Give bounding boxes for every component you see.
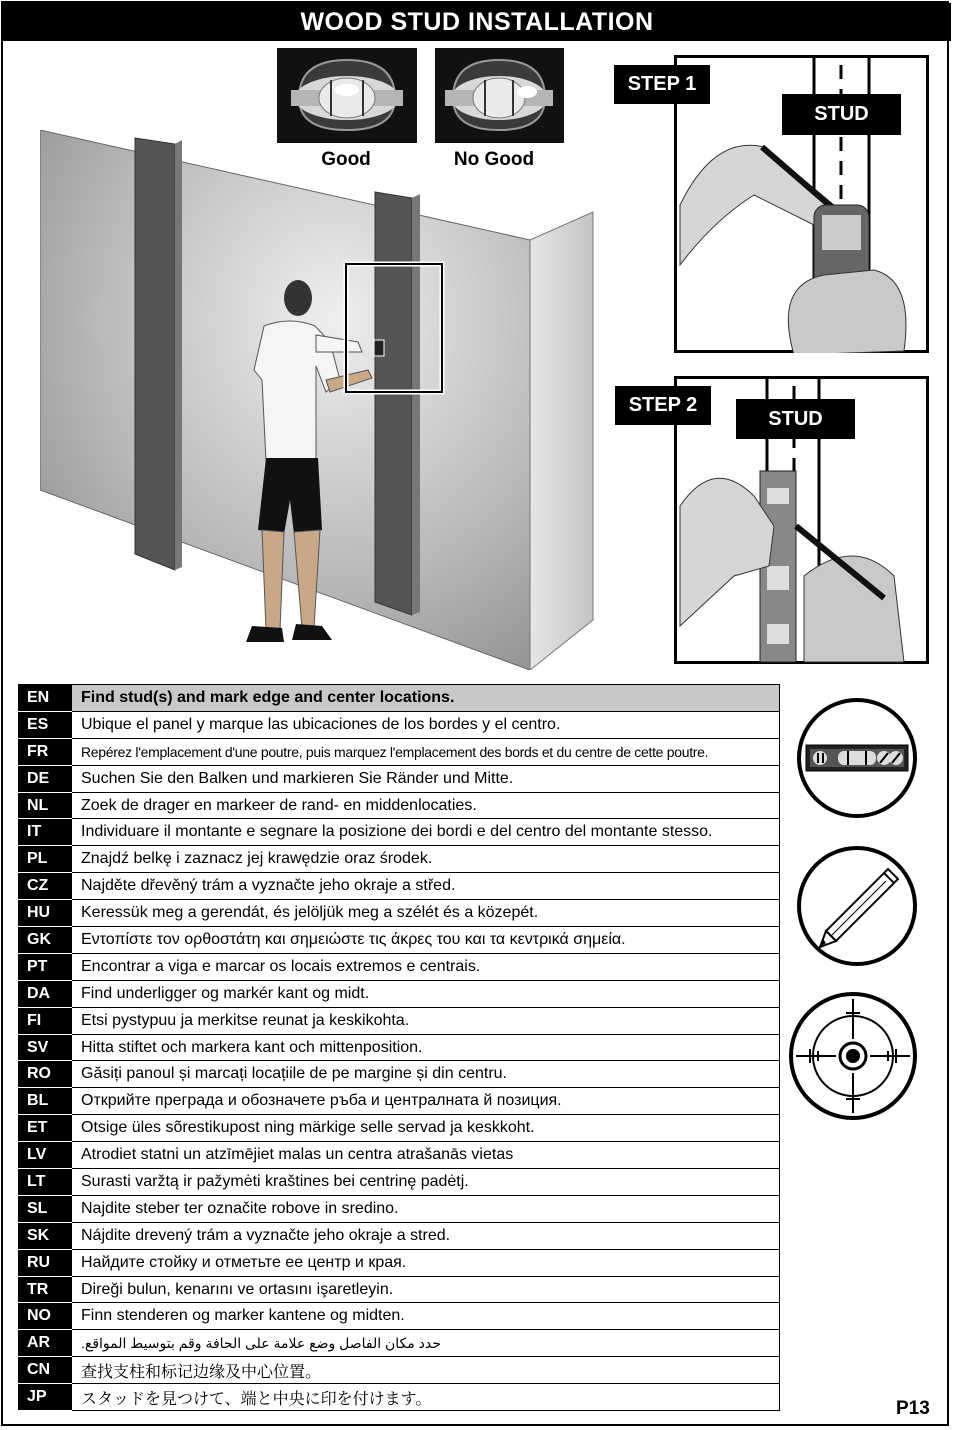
step1-stud-tag: STUD bbox=[782, 94, 901, 135]
table-row: EN Find stud(s) and mark edge and center locations. bbox=[19, 685, 780, 712]
step2-stud-tag: STUD bbox=[736, 399, 855, 439]
crosshair-target-icon bbox=[788, 991, 918, 1121]
table-row: ET Otsige üles sõrestikupost ning märkige selle servad ja keskkoht. bbox=[19, 1115, 780, 1142]
table-row: LV Atrodiet statni un atzīmējiet malas un centra atrašanās vietas bbox=[19, 1142, 780, 1169]
wall-installation-illustration bbox=[40, 130, 600, 670]
table-row: RO Găsiți panoul și marcați locațiile de pe margine și din centru. bbox=[19, 1061, 780, 1088]
level-good-image bbox=[277, 48, 417, 143]
step2-tag: STEP 2 bbox=[615, 386, 711, 425]
table-row: SL Najdite steber ter označite robove in sredino. bbox=[19, 1195, 780, 1222]
table-row: GK Εντοπίστε τον ορθοστάτη και σημειώστε τις άκρες του και τα κεντρικά σημεία. bbox=[19, 927, 780, 954]
table-row: HU Keressük meg a gerendát, és jelöljük meg a szélét és a közepét. bbox=[19, 900, 780, 927]
instruction-table bbox=[18, 684, 780, 1411]
table-row: PT Encontrar a viga e marcar os locais extremos e centrais. bbox=[19, 953, 780, 980]
pencil-icon bbox=[796, 845, 918, 967]
table-row: CZ Najděte dřevěný trám a vyznačte jeho okraje a střed. bbox=[19, 873, 780, 900]
table-row: NO Finn stenderen og marker kantene og midten. bbox=[19, 1303, 780, 1330]
level-good-label: Good bbox=[321, 149, 371, 170]
table-row: SV Hitta stiftet och markera kant och mittenposition. bbox=[19, 1034, 780, 1061]
table-row: DA Find underligger og markér kant og midt. bbox=[19, 980, 780, 1007]
table-row: IT Individuare il montante e segnare la posizione dei bordi e del centro del montante stesso. bbox=[19, 819, 780, 846]
table-row: LT Surasti varžtą ir pažymėti kraštines bei centrinę padėtj. bbox=[19, 1169, 780, 1196]
page-title: WOOD STUD INSTALLATION bbox=[3, 3, 951, 41]
table-row: FR Repérez l'emplacement d'une poutre, puis marquez l'emplacement des bords et du centre de cette poutre. bbox=[19, 738, 780, 765]
table-row: DE Suchen Sie den Balken und markieren Sie Ränder und Mitte. bbox=[19, 765, 780, 792]
table-row: FI Etsi pystypuu ja merkitse reunat ja keskikohta. bbox=[19, 1007, 780, 1034]
level-nogood-image bbox=[435, 48, 564, 143]
page-number: P13 bbox=[896, 1398, 930, 1419]
level-nogood-label: No Good bbox=[453, 149, 535, 170]
table-row: BL Открийте преграда и обозначете ръба и централната й позиция. bbox=[19, 1088, 780, 1115]
table-row: JP スタッドを見つけて、端と中央に印を付けます。 bbox=[19, 1384, 780, 1411]
table-row: TR Direği bulun, kenarını ve ortasını işaretleyin. bbox=[19, 1276, 780, 1303]
table-row: SK Nájdite drevený trám a vyznačte jeho okraje a stred. bbox=[19, 1222, 780, 1249]
bubble-level-icon bbox=[796, 697, 918, 819]
table-row: CN 查找支柱和标记边缘及中心位置。 bbox=[19, 1357, 780, 1384]
table-row: NL Zoek de drager en markeer de rand- en middenlocaties. bbox=[19, 792, 780, 819]
table-row: PL Znajdź belkę i zaznacz jej krawędzie oraz środek. bbox=[19, 846, 780, 873]
table-row: AR حدد مكان الفاصل وضع علامة على الحافة وقم بتوسيط المواقع. bbox=[19, 1330, 780, 1357]
step1-tag: STEP 1 bbox=[614, 65, 710, 104]
table-row: RU Найдите стойку и отметьте ее центр и края. bbox=[19, 1249, 780, 1276]
table-row: ES Ubique el panel y marque las ubicaciones de los bordes y el centro. bbox=[19, 711, 780, 738]
